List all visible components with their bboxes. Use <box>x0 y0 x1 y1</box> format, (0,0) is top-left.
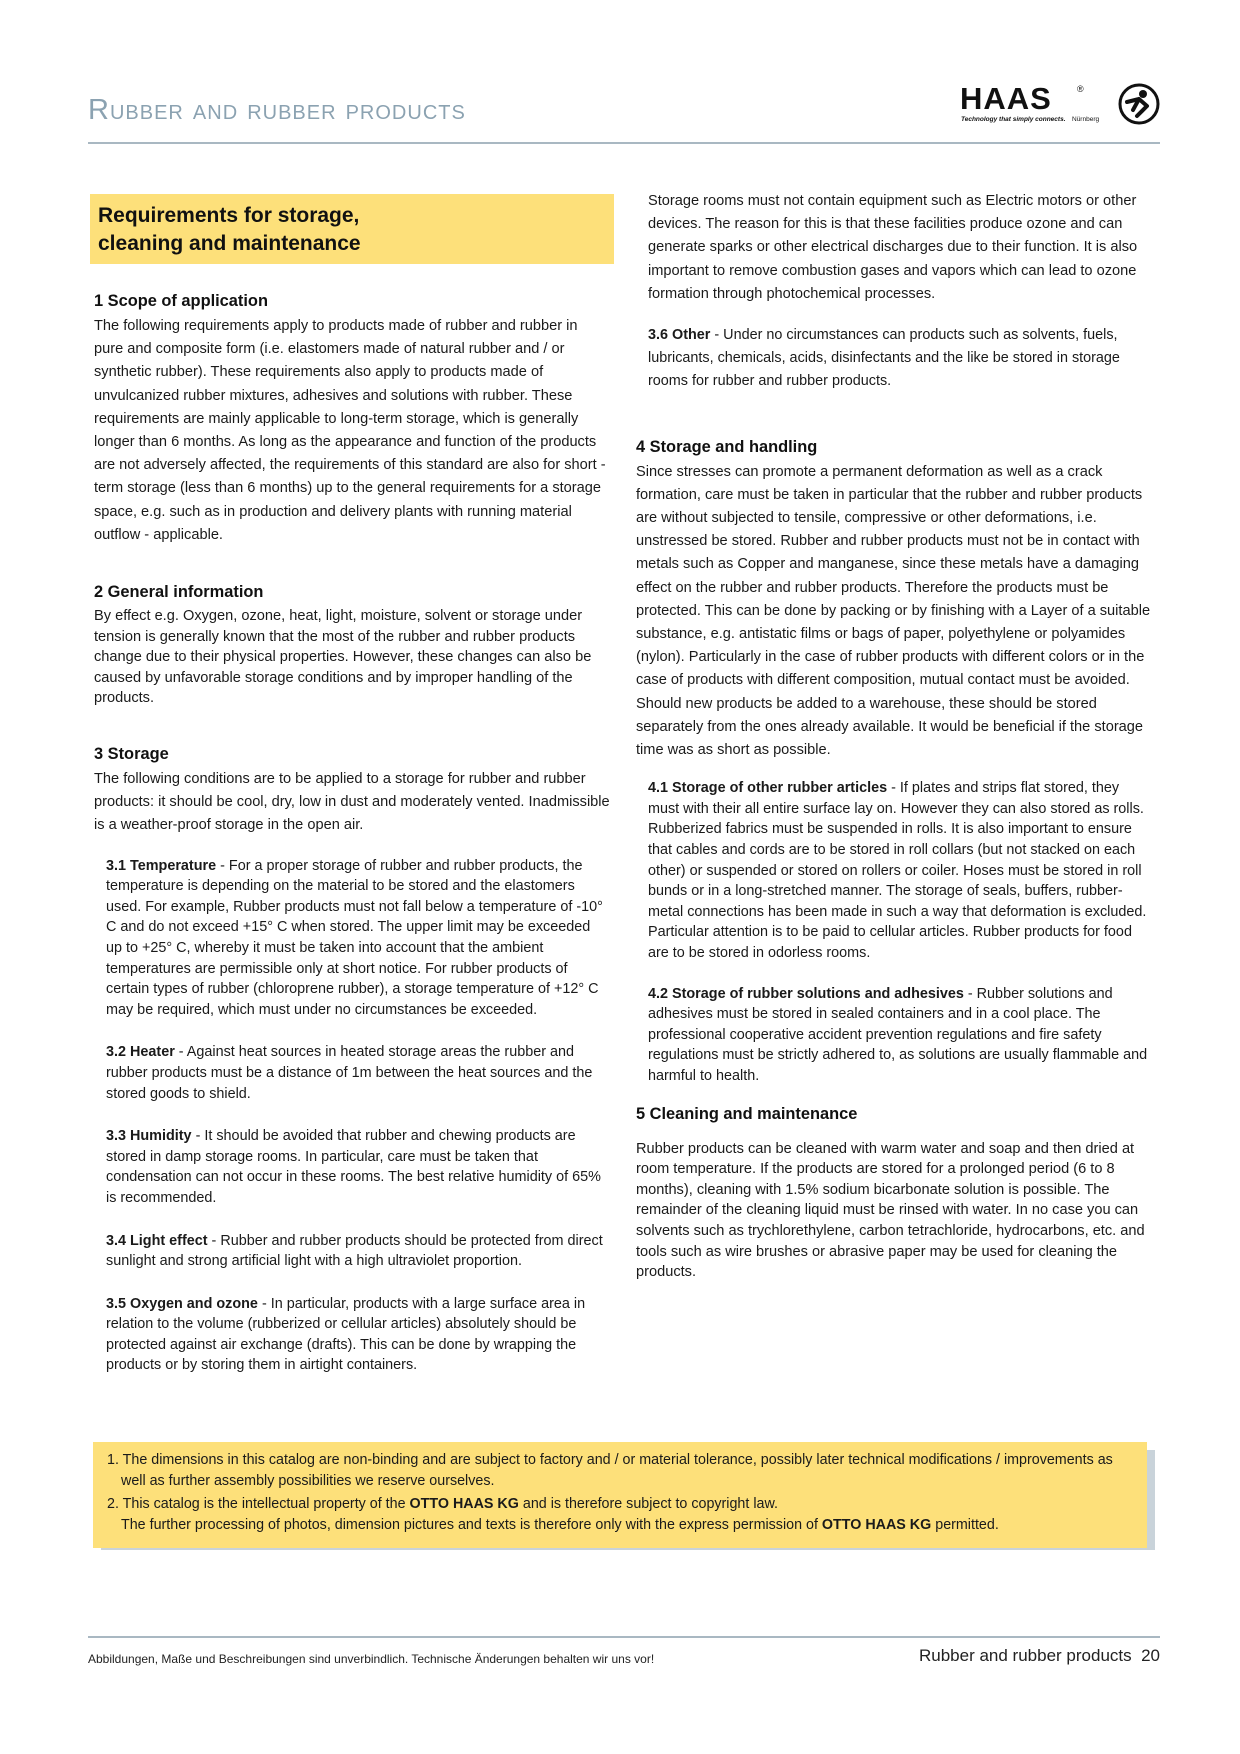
section-heading: 3 Storage <box>94 745 169 763</box>
logo-city: Nürnberg <box>1072 116 1100 123</box>
section-heading: 2 General information <box>94 583 264 602</box>
page-number: 20 <box>1141 1646 1160 1665</box>
subsection-text: - In particular, products with a large surface area in relation to the volume (rubberized or cellular articles) absolutely should be protected against air exchange (drafts). This can be done by wrapping the products or by storing them in airtight containers. <box>106 1295 586 1374</box>
subsection-label: 3.6 Other <box>648 327 711 344</box>
footer-section-name: Rubber and rubber products <box>918 1646 1132 1665</box>
subsection-text: - Rubber and rubber products should be protected from direct sunlight and strong artificial light with a high ultraviolet proportion. <box>106 1232 603 1270</box>
section-scope <box>94 290 610 547</box>
footer-page-info <box>919 1646 1160 1666</box>
subsection-heater <box>106 1042 610 1104</box>
subsection-label: 3.5 Oxygen and ozone <box>106 1295 258 1312</box>
note-item: 1. The dimensions in this catalog are non-binding and are subject to factory and / or material tolerance, possibly later technical modifications / improvements as well as further assembly possibilities we reserve ourselves. <box>107 1452 1113 1489</box>
subsection-text: - Against heat sources in heated storage areas the rubber and rubber products must be a distance of 1m between the heat sources and the stored goods to shield. <box>106 1044 593 1102</box>
section-title: Requirements for storage, cleaning and maintenance <box>98 204 361 255</box>
section-text: Rubber products can be cleaned with warm water and soap and then dried at room temperature. If the products are stored for a prolonged period (6 to 8 months), cleaning with 1.5% sodium bicarbonate solution is possible. The remainder of the cleaning liquid must be rinsed with water. In no case you can solvents such as trychlorethylene, carbon tetrachloride, hydrocarbons, etc. and tools such as wire brushes or abrasive paper may be used for cleaning the products. <box>636 1140 1145 1281</box>
subsection-text: - Under no circumstances can products such as solvents, fuels, lubricants, chemicals, acids, disinfectants and the like be stored in storage rooms for rubber and rubber products. <box>648 327 1120 390</box>
subsection-label: 3.1 Temperature <box>106 857 217 874</box>
logo-tagline: Technology that simply connects. <box>961 116 1066 123</box>
right-column <box>636 190 1152 1317</box>
subsection-label: 4.2 Storage of rubber solutions and adhesives <box>648 985 964 1002</box>
notes-box <box>93 1442 1147 1548</box>
section-storage <box>94 743 610 838</box>
left-column <box>94 190 610 1398</box>
header-divider <box>88 142 1160 144</box>
company-name: OTTO HAAS KG <box>409 1496 519 1512</box>
subsection-oxygen-ozone <box>106 1294 610 1376</box>
section-heading: 4 Storage and handling <box>636 437 818 456</box>
haas-logo <box>960 82 1162 128</box>
note-text: 2. This catalog is the intellectual property of the <box>107 1496 410 1512</box>
note-item-continued <box>105 1515 1135 1536</box>
subsection-text: - For a proper storage of rubber and rubber products, the temperature is depending on the material to be stored and the elastomers used. For example, Rubber products must not fall below a temperature of -10° C and do not exceed +15° C when stored. The upper limit may be exceeded up to +25° C, whereby it must be taken into account that the ambient temperatures are permissible only at short notice. For rubber products of certain types of rubber (chloroprene rubber), a storage temperature of +12° C may be required, which must under no circumstances be exceeded. <box>106 857 603 1018</box>
section-cleaning-maintenance <box>636 1103 1152 1283</box>
subsection-text: - It should be avoided that rubber and chewing products are stored in damp storage rooms. In particular, care must be taken that condensation can not occur in these rooms. The best relative humidity of 65% is recommended. <box>106 1128 601 1206</box>
subsection-solutions-adhesives <box>648 984 1152 1087</box>
section-text: By effect e.g. Oxygen, ozone, heat, light, moisture, solvent or storage under tension is generally known that the most of the rubber and rubber products change due to their physical properties. However, these changes can also be caused by unfavorable storage conditions and by improper handling of the products. <box>94 608 592 707</box>
footer-disclaimer: Abbildungen, Maße und Beschreibungen sind unverbindlich. Technische Änderungen behalten wir uns vor! <box>88 1652 655 1666</box>
note-item <box>105 1494 1135 1515</box>
section-heading: 1 Scope of application <box>94 292 268 310</box>
subsection-label: 4.1 Storage of other rubber articles <box>648 780 888 797</box>
subsection-temperature <box>106 856 610 1021</box>
section-title-box <box>90 194 614 264</box>
note-text: permitted. <box>931 1516 999 1533</box>
footer-divider <box>88 1636 1160 1638</box>
subsection-other-rubber-articles <box>648 778 1152 963</box>
note-text: and is therefore subject to copyright law. <box>518 1496 778 1512</box>
section-text: The following requirements apply to products made of rubber and rubber in pure and composite form (i.e. elastomers made of natural rubber and / or synthetic rubber). These requirements also apply to products made of unvulcanized rubber mixtures, adhesives and solutions with rubber. These requirements are mainly applicable to long-term storage, which is generally longer than 6 months. As long as the appearance and function of the products are not adversely affected, the requirements of this standard are also for short - term storage (less than 6 months) up to the general requirements for a storage space, e.g. such as in production and delivery plants with running material outflow - applicable. <box>94 318 606 543</box>
subsection-label: 3.4 Light effect <box>106 1232 208 1249</box>
subsection-label: 3.2 Heater <box>106 1044 175 1061</box>
section-general-information <box>94 581 610 709</box>
company-name: OTTO HAAS KG <box>821 1516 932 1533</box>
oxygen-ozone-continued-text: Storage rooms must not contain equipment such as Electric motors or other devices. The reason for this is that these facilities produce ozone and can generate sparks or other electrical discharges due to their function. It is also important to remove combustion gases and vapors which can lead to ozone formation through photochemical processes. <box>648 193 1138 302</box>
haas-emblem-icon <box>1117 82 1161 126</box>
section-heading: 5 Cleaning and maintenance <box>636 1104 858 1123</box>
section-text: The following conditions are to be applied to a storage for rubber and rubber products: it should be cool, dry, low in dust and moderately vented. Inadmissible is a weather-proof storage in the open air. <box>94 771 610 834</box>
page-title: Rubber and rubber products <box>88 94 466 126</box>
note-text: The further processing of photos, dimension pictures and texts is therefore only with the express permission of <box>121 1516 822 1533</box>
subsection-label: 3.3 Humidity <box>106 1128 192 1145</box>
section-storage-handling <box>636 436 1152 763</box>
subsection-other <box>648 324 1152 394</box>
subsection-humidity <box>106 1126 610 1208</box>
subsection-text: - Rubber solutions and adhesives must be stored in sealed containers and in a cool place. The professional cooperative accident prevention regulations and fire safety regulations must be strictly adhered to, as solutions are usually flammable and harmful to health. <box>648 985 1148 1084</box>
section-text: Since stresses can promote a permanent deformation as well as a crack formation, care must be taken in particular that the rubber and rubber products are without subjected to tensile, compressive or other deformations, i.e. unstressed be stored. Rubber and rubber products must not be in contact with metals such as Copper and manganese, since these metals have a damaging effect on the rubber and rubber products. Therefore the products must be protected. This can be done by packing or by finishing with a Layer of a suitable substance, e.g. antistatic films or bags of paper, polyethylene or polyamides (nylon). Particularly in the case of rubber products with different colors or in the case of products with different composition, mutual contact must be avoided. Should new products be added to a warehouse, these should be stored separately from the ones already available. It would be beneficial if the storage time was as short as possible. <box>636 463 1151 759</box>
logo-wordmark: HAAS <box>960 81 1052 116</box>
subsection-text: - If plates and strips flat stored, they must with their all entire surface lay on. However they can also stored as rolls. Rubberized fabrics must be suspended in rolls. It is also important to ensure that cables and cords are to be stored in roll collars (but not stacked on each other) or suspended or stored on rollers or coiler. Hoses must be stored in roll bunds or in a long-stretched manner. The storage of seals, buffers, rubber-metal connections has been made in such a way that deformation is excluded. Particular attention is to be paid to cellular articles. Rubber products for food are to be stored in odorless rooms. <box>648 780 1147 962</box>
logo-registered-mark: ® <box>1077 84 1084 94</box>
subsection-light-effect <box>106 1231 610 1272</box>
